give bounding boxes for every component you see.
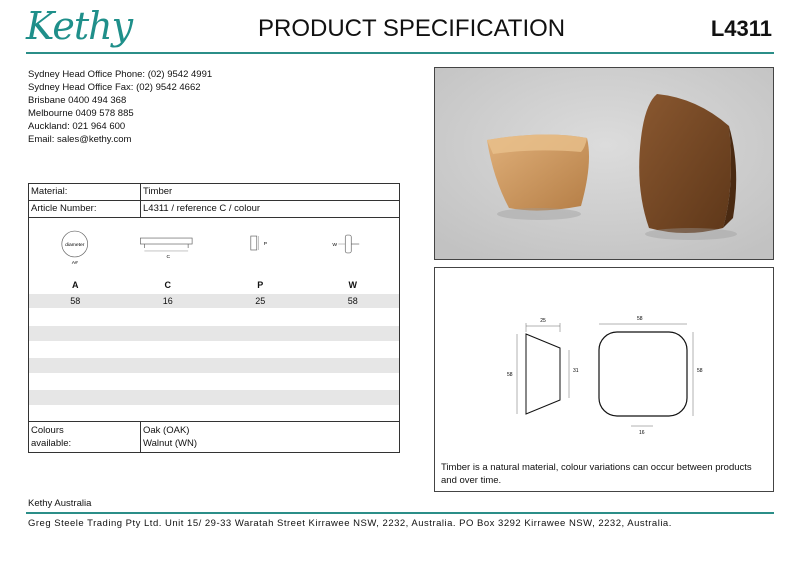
contact-phone: Sydney Head Office Phone: (02) 9542 4991 — [28, 69, 213, 80]
empty-row-stripe — [29, 358, 399, 373]
diameter-icon-label: diameter — [65, 243, 85, 248]
contact-block — [28, 68, 212, 146]
dim-25-label: 25 — [540, 318, 546, 324]
dim-header-p: P — [257, 280, 264, 290]
empty-row-stripe — [29, 390, 399, 405]
material-row — [29, 184, 399, 201]
dim-header-c: C — [164, 280, 171, 290]
dimension-headers — [29, 280, 399, 290]
colour-walnut: Walnut (WN) — [143, 438, 198, 449]
dimension-icons — [29, 226, 399, 266]
article-value: L4311 / reference C / colour — [143, 203, 261, 214]
colours-values — [141, 422, 399, 452]
technical-drawing-box — [434, 267, 774, 492]
footer-divider — [26, 512, 774, 514]
dim-value-a: 58 — [70, 296, 81, 306]
colours-label — [29, 422, 141, 452]
technical-drawing — [435, 268, 775, 458]
footer-company: Kethy Australia — [28, 498, 92, 509]
page-title: PRODUCT SPECIFICATION — [258, 15, 566, 42]
dimension-values-row — [29, 294, 399, 308]
dim-16-label: 16 — [639, 430, 645, 436]
handle-length-icon — [140, 238, 192, 260]
dim-31-label: 31 — [573, 368, 579, 374]
kethy-logo: Kethy — [26, 4, 133, 48]
colours-label-line-1: Colours — [31, 425, 64, 436]
article-label: Article Number: — [29, 201, 141, 217]
material-label: Material: — [29, 184, 141, 200]
side-view-drawing — [507, 318, 579, 414]
colour-oak: Oak (OAK) — [143, 425, 190, 436]
dim-header-a: A — [72, 280, 79, 290]
contact-fax: Sydney Head Office Fax: (02) 9542 4662 — [28, 82, 201, 93]
empty-row-stripe — [29, 326, 399, 341]
projection-icon — [251, 236, 268, 250]
c-icon-label: C — [166, 254, 171, 260]
colours-row — [29, 422, 399, 452]
diameter-icon — [62, 231, 88, 266]
contact-melbourne: Melbourne 0409 578 885 — [28, 108, 134, 119]
p-icon-label: P — [263, 242, 268, 248]
article-row — [29, 201, 399, 218]
colours-label-line-2: available: — [31, 438, 72, 449]
footer-address: Greg Steele Trading Pty Ltd. Unit 15/ 29-33 Waratah Street Kirrawee NSW, 2232, Australia. PO Box 3292 Kirrawee NSW, 2232, Australia. — [28, 518, 672, 529]
timber-note: Timber is a natural material, colour variations can occur between products and over time. — [441, 462, 752, 486]
dim-value-p: 25 — [255, 296, 266, 306]
width-icon — [332, 235, 359, 253]
dim-58-top-label: 58 — [637, 316, 643, 322]
dim-value-w: 58 — [347, 296, 358, 306]
dim-value-c: 16 — [162, 296, 173, 306]
front-view-drawing — [599, 316, 703, 436]
a-hash-label: A# — [71, 260, 78, 266]
product-code: L4311 — [710, 16, 772, 41]
product-photo — [434, 67, 774, 260]
contact-auckland: Auckland: 021 964 600 — [28, 121, 126, 132]
product-photo-image — [435, 68, 774, 260]
dim-58-right-label: 58 — [697, 368, 703, 374]
contact-brisbane: Brisbane 0400 494 368 — [28, 95, 127, 106]
dim-header-w: W — [348, 280, 357, 290]
spec-table — [28, 183, 400, 453]
contact-email: Email: sales@kethy.com — [28, 134, 132, 145]
dimensions-block — [29, 218, 399, 422]
header-divider — [26, 52, 774, 54]
material-value: Timber — [143, 186, 173, 197]
w-icon-label: W — [332, 243, 338, 248]
dim-58-side-label: 58 — [507, 372, 513, 378]
